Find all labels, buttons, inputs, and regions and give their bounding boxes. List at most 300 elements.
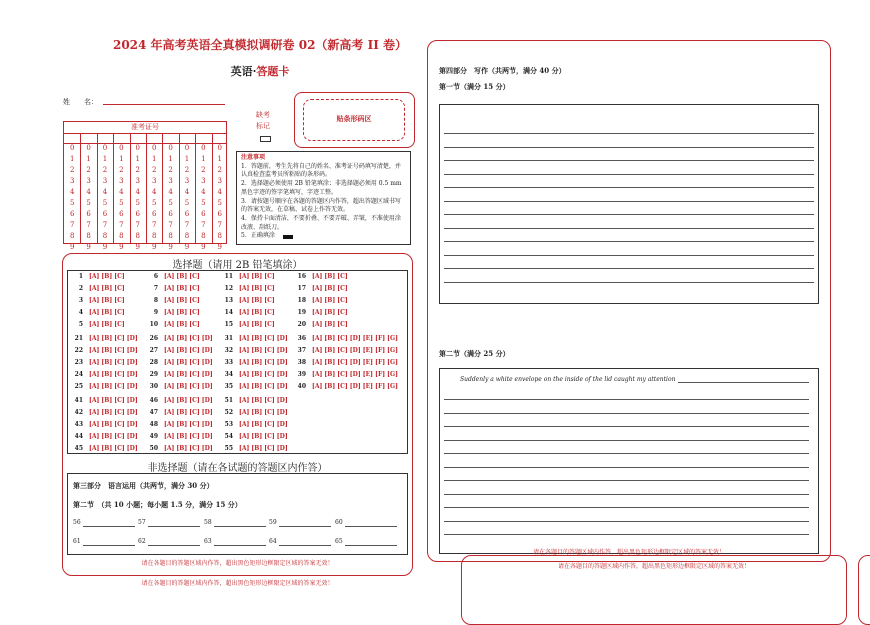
exam-digit[interactable]: 4	[201, 188, 206, 196]
writing-line[interactable]	[444, 255, 814, 256]
absent-checkbox[interactable]	[260, 136, 271, 142]
answer-options[interactable]: [A] [B] [C]	[89, 321, 125, 328]
exam-number-column[interactable]	[146, 143, 162, 253]
exam-digit[interactable]: 7	[201, 221, 206, 229]
answer-options[interactable]: [A] [B] [C] [D]	[89, 397, 138, 404]
name-field[interactable]	[103, 104, 225, 105]
exam-digit[interactable]: 2	[151, 166, 157, 174]
choice-question[interactable]	[73, 309, 125, 316]
writing-prompt-line[interactable]	[678, 382, 809, 383]
exam-number-column[interactable]	[113, 143, 129, 253]
exam-digit[interactable]: 3	[184, 177, 190, 185]
question-number: 9	[153, 309, 158, 316]
writing-line[interactable]	[444, 174, 814, 175]
blank-answer-line[interactable]	[214, 526, 266, 527]
choice-question[interactable]	[223, 445, 288, 452]
exam-digit[interactable]: 5	[201, 199, 206, 207]
question-number: 44	[74, 433, 83, 440]
writing-line[interactable]	[444, 133, 814, 134]
choice-question[interactable]	[148, 409, 213, 416]
choice-question[interactable]	[148, 397, 213, 404]
question-number: 48	[149, 421, 158, 428]
exam-digit[interactable]: 9	[119, 243, 124, 251]
exam-digit[interactable]: 6	[135, 210, 141, 218]
choice-question[interactable]	[148, 359, 213, 366]
notice-item: 1．答题前，考生先将自己的姓名、准考证号码填写清楚，并	[241, 162, 401, 170]
exam-digit[interactable]: 8	[168, 232, 173, 240]
exam-digit[interactable]: 8	[69, 232, 75, 240]
exam-digit[interactable]: 6	[86, 210, 91, 218]
exam-digit[interactable]: 6	[102, 210, 108, 218]
choice-question[interactable]	[148, 297, 200, 304]
blank-number: 62	[138, 538, 146, 545]
writing-line[interactable]	[444, 467, 809, 468]
question-number: 8	[153, 297, 158, 304]
choice-question[interactable]	[223, 297, 275, 304]
exam-digit[interactable]: 9	[86, 243, 91, 251]
choice-question[interactable]	[223, 273, 275, 280]
exam-digit[interactable]: 0	[69, 144, 75, 152]
exam-number-grid[interactable]	[63, 121, 227, 251]
question-number: 29	[149, 371, 158, 378]
choice-question[interactable]	[73, 335, 138, 342]
exam-digit[interactable]: 1	[69, 155, 75, 163]
answer-options[interactable]: [A] [B] [C] [D]	[164, 383, 213, 390]
choice-question[interactable]	[296, 359, 398, 366]
exam-number-column[interactable]	[162, 143, 178, 253]
answer-options[interactable]: [A] [B] [C]	[312, 309, 348, 316]
exam-digit[interactable]: 5	[217, 199, 223, 207]
choice-question[interactable]	[148, 421, 213, 428]
answer-options[interactable]: [A] [B] [C]	[164, 273, 200, 280]
choice-question[interactable]	[223, 285, 275, 292]
exam-digit[interactable]: 8	[217, 232, 223, 240]
exam-digit[interactable]: 2	[119, 166, 124, 174]
answer-options[interactable]: [A] [B] [C] [D]	[239, 397, 288, 404]
question-number: 26	[149, 335, 158, 342]
question-number: 31	[224, 335, 233, 342]
exam-digit[interactable]: 0	[184, 144, 190, 152]
choice-question[interactable]	[73, 321, 125, 328]
question-number: 4	[78, 309, 83, 316]
choice-question[interactable]	[148, 273, 200, 280]
answer-options[interactable]: [A] [B] [C] [D]	[89, 409, 138, 416]
exam-digit[interactable]: 7	[151, 221, 157, 229]
exam-digit[interactable]: 3	[119, 177, 124, 185]
answer-options[interactable]: [A] [B] [C] [D]	[89, 359, 138, 366]
exam-number-column[interactable]	[195, 143, 211, 253]
exam-digit[interactable]: 1	[151, 155, 157, 163]
exam-digit[interactable]: 8	[184, 232, 190, 240]
choice-question[interactable]	[296, 371, 398, 378]
answer-options[interactable]: [A] [B] [C] [D]	[239, 445, 288, 452]
exam-digit[interactable]: 3	[151, 177, 157, 185]
answer-options[interactable]: [A] [B] [C] [D] [E] [F] [G]	[312, 371, 398, 378]
answer-options[interactable]: [A] [B] [C]	[89, 285, 125, 292]
answer-options[interactable]: [A] [B] [C] [D]	[89, 371, 138, 378]
answer-options[interactable]: [A] [B] [C] [D]	[239, 359, 288, 366]
exam-number-column[interactable]	[179, 143, 195, 253]
choice-question[interactable]	[148, 371, 213, 378]
choice-question[interactable]	[148, 445, 213, 452]
exam-digit[interactable]: 0	[119, 144, 124, 152]
answer-options[interactable]: [A] [B] [C]	[164, 321, 200, 328]
exam-digit[interactable]: 4	[151, 188, 157, 196]
exam-digit[interactable]: 9	[135, 243, 141, 251]
choice-question[interactable]	[73, 347, 138, 354]
exam-digit[interactable]: 1	[168, 155, 173, 163]
question-number: 32	[224, 347, 233, 354]
choice-question[interactable]	[73, 397, 138, 404]
exam-digit[interactable]: 8	[102, 232, 108, 240]
choice-question[interactable]	[73, 433, 138, 440]
exam-digit[interactable]: 8	[86, 232, 91, 240]
exam-digit[interactable]: 5	[69, 199, 75, 207]
choice-question[interactable]	[148, 285, 200, 292]
answer-options[interactable]: [A] [B] [C] [D]	[164, 347, 213, 354]
choice-question[interactable]	[223, 335, 288, 342]
exam-digit[interactable]: 3	[201, 177, 206, 185]
writing-line[interactable]	[444, 534, 809, 535]
answer-options[interactable]: [A] [B] [C] [D]	[89, 383, 138, 390]
exam-digit[interactable]: 9	[184, 243, 190, 251]
exam-digit[interactable]: 6	[119, 210, 124, 218]
exam-digit[interactable]: 7	[69, 221, 75, 229]
exam-digit[interactable]: 2	[102, 166, 108, 174]
nonchoice-title: 非选择题（请在各试题的答题区内作答）	[147, 463, 328, 474]
answer-options[interactable]: [A] [B] [C] [D]	[164, 409, 213, 416]
answer-options[interactable]: [A] [B] [C]	[164, 285, 200, 292]
answer-options[interactable]: [A] [B] [C]	[312, 297, 348, 304]
question-number: 35	[224, 383, 233, 390]
answer-options[interactable]: [A] [B] [C]	[239, 273, 275, 280]
choice-question[interactable]	[148, 321, 200, 328]
answer-options[interactable]: [A] [B] [C] [D]	[239, 433, 288, 440]
exam-digit[interactable]: 4	[184, 188, 190, 196]
exam-number-column[interactable]	[64, 143, 80, 253]
answer-options[interactable]: [A] [B] [C]	[164, 309, 200, 316]
question-number: 3	[78, 297, 83, 304]
answer-options[interactable]: [A] [B] [C] [D]	[164, 421, 213, 428]
writing-line[interactable]	[444, 413, 809, 414]
choice-question[interactable]	[73, 383, 138, 390]
writing-line[interactable]	[444, 241, 814, 242]
writing-line[interactable]	[444, 480, 809, 481]
exam-number-divider	[195, 133, 196, 243]
answer-options[interactable]: [A] [B] [C]	[312, 273, 348, 280]
answer-options[interactable]: [A] [B] [C]	[164, 297, 200, 304]
exam-digit[interactable]: 5	[184, 199, 190, 207]
choice-question[interactable]	[148, 335, 213, 342]
blank-answer-line[interactable]	[345, 526, 397, 527]
question-number: 36	[297, 335, 306, 342]
notice-item: 5．正确填涂	[241, 232, 275, 240]
question-number: 18	[297, 297, 306, 304]
writing-line[interactable]	[444, 399, 809, 400]
choice-question[interactable]	[73, 273, 125, 280]
answer-options[interactable]: [A] [B] [C] [D]	[239, 421, 288, 428]
exam-digit[interactable]: 8	[151, 232, 157, 240]
writing-line[interactable]	[444, 147, 814, 148]
writing-line[interactable]	[444, 282, 814, 283]
exam-digit[interactable]: 2	[135, 166, 141, 174]
question-number: 28	[149, 359, 158, 366]
exam-digit[interactable]: 7	[168, 221, 173, 229]
part4-label: 第四部分 写作（共两节，满分 40 分）	[439, 66, 566, 75]
choice-question[interactable]	[223, 433, 288, 440]
answer-options[interactable]: [A] [B] [C] [D]	[239, 383, 288, 390]
exam-digit[interactable]: 4	[102, 188, 108, 196]
question-number: 27	[149, 347, 158, 354]
notice-item: 4．保持卡面清洁，不要折叠、不要弄破、弄皱，不准使用涂	[241, 214, 401, 222]
writing-line[interactable]	[444, 494, 809, 495]
answer-options[interactable]: [A] [B] [C] [D]	[164, 335, 213, 342]
exam-digit[interactable]: 9	[151, 243, 157, 251]
answer-options[interactable]: [A] [B] [C]	[239, 297, 275, 304]
answer-options[interactable]: [A] [B] [C] [D]	[239, 335, 288, 342]
question-number: 39	[297, 371, 306, 378]
choice-question[interactable]	[73, 297, 125, 304]
exam-digit[interactable]: 7	[102, 221, 108, 229]
choice-question[interactable]	[73, 421, 138, 428]
exam-number-column[interactable]	[97, 143, 113, 253]
answer-options[interactable]: [A] [B] [C] [D]	[164, 371, 213, 378]
exam-digit[interactable]: 8	[201, 232, 206, 240]
answer-options[interactable]: [A] [B] [C]	[312, 321, 348, 328]
exam-digit[interactable]: 4	[135, 188, 141, 196]
question-number: 24	[74, 371, 83, 378]
choice-question[interactable]	[223, 409, 288, 416]
answer-options[interactable]: [A] [B] [C] [D]	[89, 421, 138, 428]
exam-digit[interactable]: 7	[135, 221, 141, 229]
choice-question[interactable]	[223, 397, 288, 404]
answer-options[interactable]: [A] [B] [C] [D] [E] [F] [G]	[312, 335, 398, 342]
choice-question[interactable]	[296, 347, 398, 354]
question-number: 2	[78, 285, 83, 292]
answer-options[interactable]: [A] [B] [C]	[312, 285, 348, 292]
exam-digit[interactable]: 1	[201, 155, 206, 163]
exam-digit[interactable]: 2	[201, 166, 206, 174]
answer-options[interactable]: [A] [B] [C]	[239, 309, 275, 316]
writing-line[interactable]	[444, 228, 814, 229]
exam-digit[interactable]: 9	[201, 243, 206, 251]
exam-digit[interactable]: 4	[217, 188, 223, 196]
exam-digit[interactable]: 3	[217, 177, 223, 185]
exam-digit[interactable]: 5	[86, 199, 91, 207]
choice-question[interactable]	[73, 409, 138, 416]
question-number: 12	[224, 285, 233, 292]
choice-question[interactable]	[73, 359, 138, 366]
exam-digit[interactable]: 2	[86, 166, 91, 174]
exam-digit[interactable]: 4	[119, 188, 124, 196]
exam-digit[interactable]: 3	[69, 177, 75, 185]
question-number: 16	[297, 273, 306, 280]
answer-options[interactable]: [A] [B] [C] [D]	[89, 445, 138, 452]
blank-answer-line[interactable]	[279, 545, 331, 546]
answer-options[interactable]: [A] [B] [C] [D] [E] [F] [G]	[312, 359, 398, 366]
answer-options[interactable]: [A] [B] [C] [D] [E] [F] [G]	[312, 347, 398, 354]
blank-answer-line[interactable]	[83, 526, 135, 527]
notice-item: 黑色字迹的签字笔填写，字迹工整。	[241, 188, 338, 196]
exam-number-divider	[146, 133, 147, 243]
blank-answer-line[interactable]	[345, 545, 397, 546]
exam-digit[interactable]: 6	[217, 210, 223, 218]
writing-line[interactable]	[444, 426, 809, 427]
choice-question[interactable]	[223, 359, 288, 366]
choice-question[interactable]	[148, 309, 200, 316]
writing-line[interactable]	[444, 453, 809, 454]
answer-options[interactable]: [A] [B] [C] [D]	[164, 359, 213, 366]
answer-options[interactable]: [A] [B] [C] [D]	[164, 433, 213, 440]
exam-digit[interactable]: 7	[184, 221, 190, 229]
question-number: 19	[297, 309, 306, 316]
notice-item: 认真检查监考员所粘贴的条形码。	[241, 171, 332, 179]
exam-digit[interactable]: 0	[151, 144, 157, 152]
exam-digit[interactable]: 3	[102, 177, 108, 185]
question-number: 43	[74, 421, 83, 428]
exam-digit[interactable]: 1	[119, 155, 124, 163]
choice-question[interactable]	[296, 321, 348, 328]
answer-options[interactable]: [A] [B] [C]	[89, 297, 125, 304]
exam-number-divider	[130, 133, 131, 243]
exam-digit[interactable]: 2	[184, 166, 190, 174]
barcode-label: 贴条形码区	[336, 114, 372, 123]
answer-options[interactable]: [A] [B] [C] [D]	[89, 347, 138, 354]
exam-digit[interactable]: 7	[86, 221, 91, 229]
exam-digit[interactable]: 7	[217, 221, 223, 229]
exam-digit[interactable]: 6	[184, 210, 190, 218]
writing-line[interactable]	[444, 440, 809, 441]
answer-options[interactable]: [A] [B] [C] [D] [E] [F] [G]	[312, 383, 398, 390]
writing-line[interactable]	[444, 160, 814, 161]
exam-digit[interactable]: 7	[119, 221, 124, 229]
notice-items	[241, 163, 406, 241]
answer-options[interactable]: [A] [B] [C]	[239, 321, 275, 328]
exam-digit[interactable]: 6	[69, 210, 75, 218]
exam-digit[interactable]: 5	[151, 199, 157, 207]
exam-digit[interactable]: 1	[86, 155, 91, 163]
choice-question[interactable]	[296, 335, 398, 342]
exam-number-divider	[179, 133, 180, 243]
exam-digit[interactable]: 5	[102, 199, 108, 207]
answer-options[interactable]: [A] [B] [C] [D]	[164, 445, 213, 452]
answer-options[interactable]: [A] [B] [C] [D]	[239, 347, 288, 354]
exam-digit[interactable]: 9	[69, 243, 75, 251]
choice-question[interactable]	[148, 433, 213, 440]
exam-digit[interactable]: 1	[135, 155, 141, 163]
exam-number-column[interactable]	[130, 143, 146, 253]
exam-digit[interactable]: 3	[86, 177, 91, 185]
answer-options[interactable]: [A] [B] [C]	[239, 285, 275, 292]
writing-line[interactable]	[444, 521, 809, 522]
exam-number-column[interactable]	[80, 143, 96, 253]
choice-question[interactable]	[296, 383, 398, 390]
exam-digit[interactable]: 2	[217, 166, 223, 174]
writing-line[interactable]	[444, 268, 814, 269]
exam-digit[interactable]: 3	[168, 177, 173, 185]
choice-question[interactable]	[73, 445, 138, 452]
exam-digit[interactable]: 8	[119, 232, 124, 240]
exam-digit[interactable]: 5	[135, 199, 141, 207]
choice-question[interactable]	[148, 347, 213, 354]
answer-options[interactable]: [A] [B] [C]	[89, 273, 125, 280]
answer-options[interactable]: [A] [B] [C] [D]	[239, 409, 288, 416]
writing-line[interactable]	[444, 214, 814, 215]
exam-digit[interactable]: 6	[201, 210, 206, 218]
answer-options[interactable]: [A] [B] [C] [D]	[89, 335, 138, 342]
exam-digit[interactable]: 3	[135, 177, 141, 185]
exam-digit[interactable]: 5	[119, 199, 124, 207]
exam-digit[interactable]: 1	[217, 155, 223, 163]
exam-digit[interactable]: 0	[86, 144, 91, 152]
writing-line[interactable]	[444, 201, 814, 202]
exam-digit[interactable]: 5	[168, 199, 173, 207]
choice-title: 选择题（请用 2B 铅笔填涂）	[172, 260, 303, 271]
writing-line[interactable]	[444, 507, 809, 508]
choice-question[interactable]	[296, 273, 348, 280]
exam-digit[interactable]: 4	[69, 188, 75, 196]
exam-digit[interactable]: 0	[135, 144, 141, 152]
blank-answer-line[interactable]	[279, 526, 331, 527]
answer-options[interactable]: [A] [B] [C] [D]	[239, 371, 288, 378]
choice-question[interactable]	[223, 371, 288, 378]
notice-item: 3．请按题号顺序在各题的答题区内作答，超出答题区域书写	[241, 197, 401, 205]
choice-question[interactable]	[223, 321, 275, 328]
exam-digit[interactable]: 8	[135, 232, 141, 240]
choice-question[interactable]	[73, 371, 138, 378]
choice-question[interactable]	[73, 285, 125, 292]
question-number: 14	[224, 309, 233, 316]
question-number: 46	[149, 397, 158, 404]
blank-answer-line[interactable]	[148, 526, 200, 527]
choice-question[interactable]	[223, 383, 288, 390]
answer-options[interactable]: [A] [B] [C]	[89, 309, 125, 316]
blank-answer-line[interactable]	[214, 545, 266, 546]
exam-digit[interactable]: 6	[168, 210, 173, 218]
exam-digit[interactable]: 2	[69, 166, 75, 174]
choice-question[interactable]	[223, 309, 275, 316]
choice-question[interactable]	[148, 383, 213, 390]
writing-line[interactable]	[444, 187, 814, 188]
exam-digit[interactable]: 4	[168, 188, 173, 196]
exam-digit[interactable]: 1	[184, 155, 190, 163]
blank-answer-line[interactable]	[83, 545, 135, 546]
blank-answer-line[interactable]	[148, 545, 200, 546]
question-number: 13	[224, 297, 233, 304]
exam-digit[interactable]: 0	[217, 144, 223, 152]
choice-question[interactable]	[296, 285, 348, 292]
exam-digit[interactable]: 6	[151, 210, 157, 218]
bottom-warning: 请在各题目的答题区域内作答，超出黑色矩形边框限定区域的答案无效！	[141, 580, 334, 587]
exam-digit[interactable]: 9	[217, 243, 223, 251]
answer-options[interactable]: [A] [B] [C] [D]	[164, 397, 213, 404]
exam-digit[interactable]: 2	[168, 166, 173, 174]
choice-question[interactable]	[296, 309, 348, 316]
exam-digit[interactable]: 9	[168, 243, 173, 251]
exam-digit[interactable]: 0	[201, 144, 206, 152]
question-number: 33	[224, 359, 233, 366]
choice-question[interactable]	[223, 421, 288, 428]
choice-question[interactable]	[223, 347, 288, 354]
exam-digit[interactable]: 0	[102, 144, 108, 152]
exam-digit[interactable]: 1	[102, 155, 108, 163]
answer-options[interactable]: [A] [B] [C] [D]	[89, 433, 138, 440]
choice-question[interactable]	[296, 297, 348, 304]
exam-digit[interactable]: 9	[102, 243, 108, 251]
exam-digit[interactable]: 0	[168, 144, 173, 152]
exam-number-column[interactable]	[212, 143, 228, 253]
exam-digit[interactable]: 4	[86, 188, 91, 196]
